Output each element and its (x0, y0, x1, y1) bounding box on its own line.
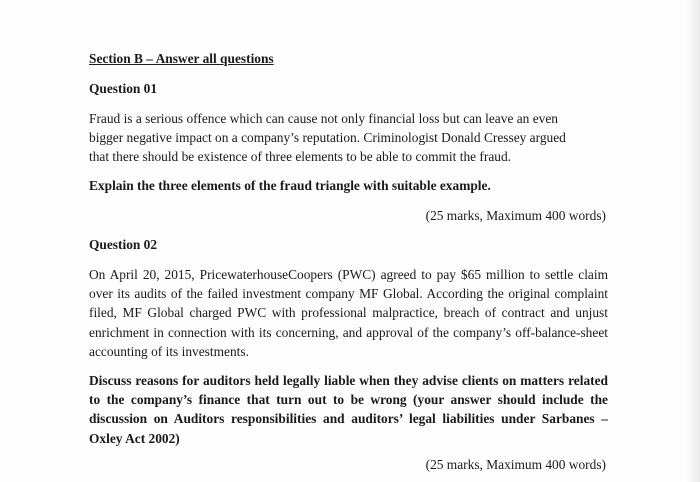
question-02-instruction: Discuss reasons for auditors held legally liable when they advise clients on matters related to the company’s finance that turn out to be wrong (your answer should include the discussion on Auditors responsibilities and auditors’ legal liabilities under Sarbanes – Oxley Act 2002) (89, 373, 608, 446)
question-02-paragraph: On April 20, 2015, PricewaterhouseCoopers (PWC) agreed to pay $65 million to settle claim over its audits of the failed investment company MF Global. According the original complaint filed, MF Global charged PWC with professional malpractice, breach of contract and unjust enrichment in connection with its concerning, and approval of the company’s off-balance-sheet accounting of its investments. (89, 267, 608, 359)
question-01-text-line: Fraud is a serious offence which can cause not only financial loss but can leave an even (89, 111, 559, 126)
question-01-instruction: Explain the three elements of the fraud triangle with suitable example. (89, 178, 491, 193)
section-title: Section B – Answer all questions (89, 51, 274, 66)
question-02-heading: Question 02 (89, 237, 158, 252)
question-01-text-line: that there should be existence of three elements to be able to commit the fraud. (89, 149, 512, 164)
question-02-marks: (25 marks, Maximum 400 words) (425, 457, 606, 472)
question-01-text-line: bigger negative impact on a company’s reputation. Criminologist Donald Cressey argued (89, 130, 566, 145)
question-01-heading: Question 01 (89, 81, 158, 96)
page-edge-shadow (686, 0, 700, 482)
question-01-marks: (25 marks, Maximum 400 words) (425, 208, 606, 223)
